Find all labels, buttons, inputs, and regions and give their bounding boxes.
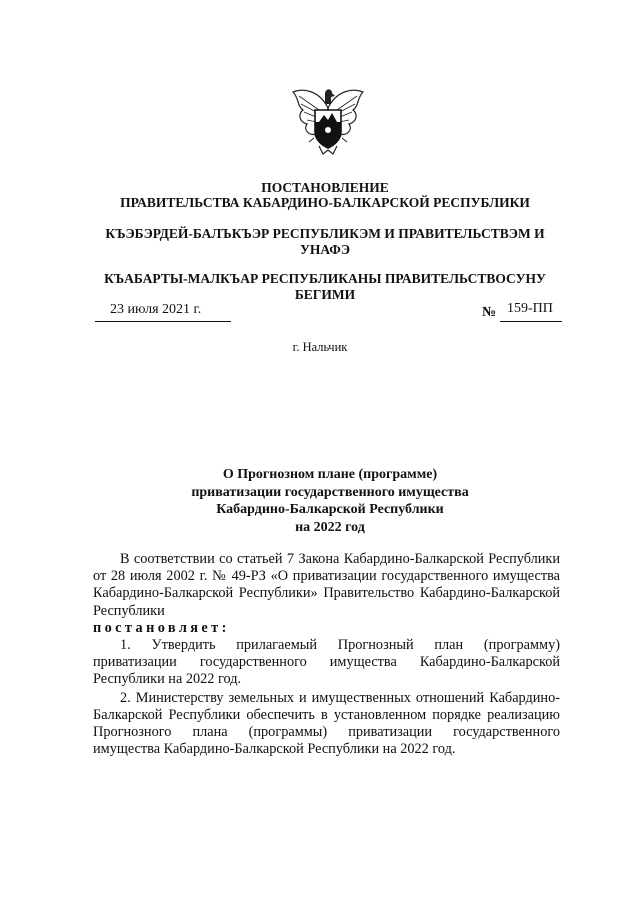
issuer-krc-line1: КЪАБАРТЫ-МАЛКЪАР РЕСПУБЛИКАНЫ ПРАВИТЕЛЬСТВОСУНУ [104,271,546,286]
title-line: приватизации государственного имущества [191,484,469,500]
date-field [95,301,231,322]
document-type-heading: ПОСТАНОВЛЕНИЕ [261,180,389,195]
issuer-krc-line2: БЕГИМИ [294,287,356,302]
title-line: О Прогнозном плане (программе) [222,467,438,482]
city: г. Нальчик [292,340,348,354]
document-date: 23 июля 2021 г. [110,302,202,317]
title-line: Кабардино-Балкарской Республики [216,502,444,517]
item-2-paragraph: 2. Министерству земельных и имущественных отношений Кабардино-Балкарской Республики обеспечить в установленном порядке реализацию Прогнозного плана (программы) приватизации государственного имущества Кабардино-Балкарской Республики на 2022 год. [93,689,560,758]
item-1-paragraph: 1. Утвердить прилагаемый Прогнозный план (программу) приватизации государственного имущества Кабардино-Балкарской Республики на 2022 год. [93,637,560,688]
preamble-paragraph: В соответствии со статьей 7 Закона Кабардино-Балкарской Республики от 28 июля 2002 г. № 49-РЗ «О приватизации государственного имущества Кабардино-Балкарской Республики» Правительство Кабардино-Балкарской Республики [93,551,560,619]
document-title [130,466,530,536]
number-field [500,301,562,322]
decree-word: постановляет: [93,619,230,636]
issuer-ru: ПРАВИТЕЛЬСТВА КАБАРДИНО-БАЛКАРСКОЙ РЕСПУБЛИКИ [120,195,530,210]
title-line: на 2022 год [295,519,365,535]
document-number: 159-ПП [507,301,553,316]
issuer-kbd-line1: КЪЭБЭРДЕЙ-БАЛЪКЪЭР РЕСПУБЛИКЭМ И ПРАВИТЕЛЬСТВЭМ И [105,226,545,241]
decree-paragraph [93,620,560,637]
coat-of-arms-icon [289,80,367,160]
number-sign: № [482,305,497,320]
issuer-kbd-line2: УНАФЭ [299,242,351,257]
document-body [93,551,560,758]
